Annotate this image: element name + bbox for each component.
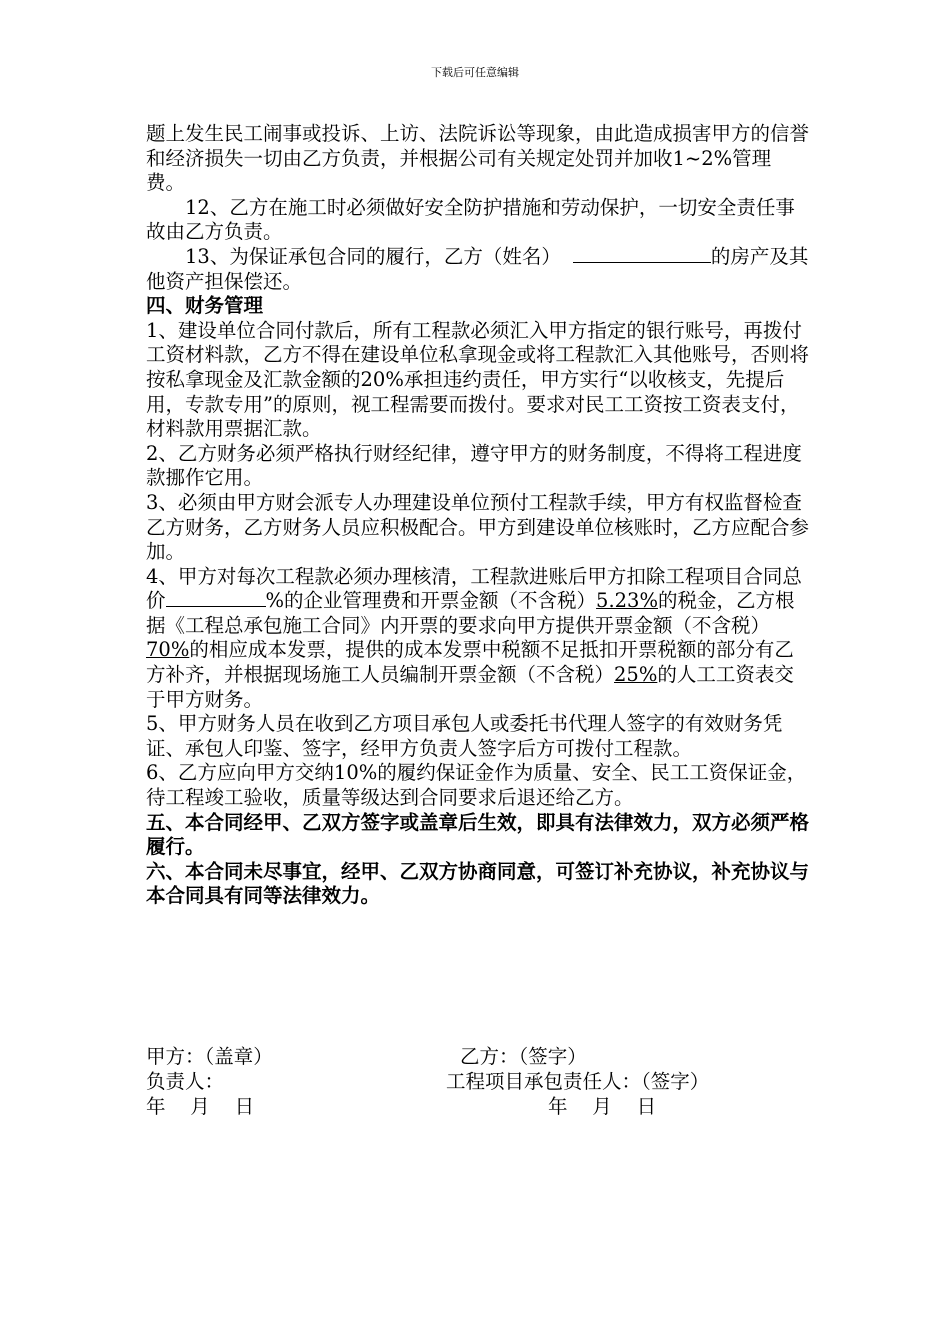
- page-header: 下载后可任意编辑: [431, 66, 519, 79]
- item-4-text-b: %的企业管理费和开票金额（不含税）: [265, 589, 597, 613]
- section-5: 五、本合同经甲、乙双方签字或盖章后生效，即具有法律效力，双方必须严格履行。: [146, 810, 810, 859]
- section-4-item-1: 1、建设单位合同付款后，所有工程款必须汇入甲方指定的银行账号，再拨付工资材料款，乙方不得在建设单位私拿现金或将工程款汇入其他账号，否则将按私拿现金及汇款金额的20%承担违约责任，甲方实行“以收核支，先提后用，专款专用”的原则，视工程需要而拨付。要求对民工工资按工资表支付，材料款用票据汇款。: [146, 318, 810, 441]
- section-4-item-5: 5、甲方财务人员在收到乙方项目承包人或委托书代理人签字的有效财务凭证、承包人印鉴、签字，经甲方负责人签字后方可拨付工程款。: [146, 712, 783, 760]
- section-4-item-4: [146, 565, 810, 713]
- contract-body: [146, 122, 810, 909]
- tax-rate-value: 5.23%: [596, 589, 658, 613]
- item-4-text-e: 的人工工资表交于甲方财务。: [146, 663, 794, 711]
- party-a-seal-label: 甲方：（盖章）: [146, 1045, 273, 1068]
- party-b-responsible-label: 工程项目承包责任人：（签字）: [446, 1070, 710, 1093]
- item-11-continuation: 题上发生民工闹事或投诉、上访、法院诉讼等现象，由此造成损害甲方的信誉和经济损失一切由乙方负责，并根据公司有关规定处罚并加收1~2%管理费。: [146, 122, 810, 195]
- section-4-item-2: 2、乙方财务必须严格执行财经纪律，遵守甲方的财务制度，不得将工程进度款挪作它用。: [146, 441, 802, 490]
- party-b-sign-label: 乙方：（签字）: [460, 1045, 587, 1068]
- section-4-title: 四、财务管理: [146, 294, 264, 318]
- item-4-text-c: 的税金，乙方根据《工程总承包施工合同》内开票的要求向甲方提供开票金额（不含税）: [146, 589, 795, 637]
- party-a-date: 年 月 日: [146, 1095, 255, 1118]
- cost-invoice-rate-value: 70%: [146, 638, 190, 662]
- labor-wage-rate-value: 25%: [614, 663, 658, 687]
- party-a-responsible-label: 负责人：: [146, 1070, 225, 1093]
- section-4-item-6: 6、乙方应向甲方交纳10%的履约保证金作为质量、安全、民工工资保证金，待工程竣工验收，质量等级达到合同要求后退还给乙方。: [146, 761, 807, 810]
- item-4-text-a: 4、甲方对每次工程款必须办理核清，工程款进账后甲方扣除工程项目合同总价: [146, 564, 802, 613]
- management-fee-blank[interactable]: [166, 589, 266, 607]
- item-13-text-b: 的房产及其他资产担保偿还。: [146, 244, 809, 293]
- section-6: 六、本合同未尽事宜，经甲、乙双方协商同意，可签订补充协议，补充协议与本合同具有同等法律效力。: [146, 859, 810, 908]
- item-13-text-a: 13、为保证承包合同的履行，乙方（姓名）: [185, 244, 561, 268]
- item-13: [146, 245, 810, 294]
- guarantor-name-blank[interactable]: [573, 245, 711, 263]
- item-4-text-d: 的相应成本发票，提供的成本发票中税额不足抵扣开票税额的部分有乙方补齐，并根据现场施工人员编制开票金额（不含税）: [146, 638, 794, 687]
- item-12: 12、乙方在施工时必须做好安全防护措施和劳动保护，一切安全责任事故由乙方负责。: [146, 195, 795, 244]
- party-b-date: 年 月 日: [548, 1095, 657, 1118]
- section-4-item-3: 3、必须由甲方财会派专人办理建设单位预付工程款手续，甲方有权监督检查乙方财务，乙方财务人员应积极配合。甲方到建设单位核账时，乙方应配合参加。: [146, 490, 810, 564]
